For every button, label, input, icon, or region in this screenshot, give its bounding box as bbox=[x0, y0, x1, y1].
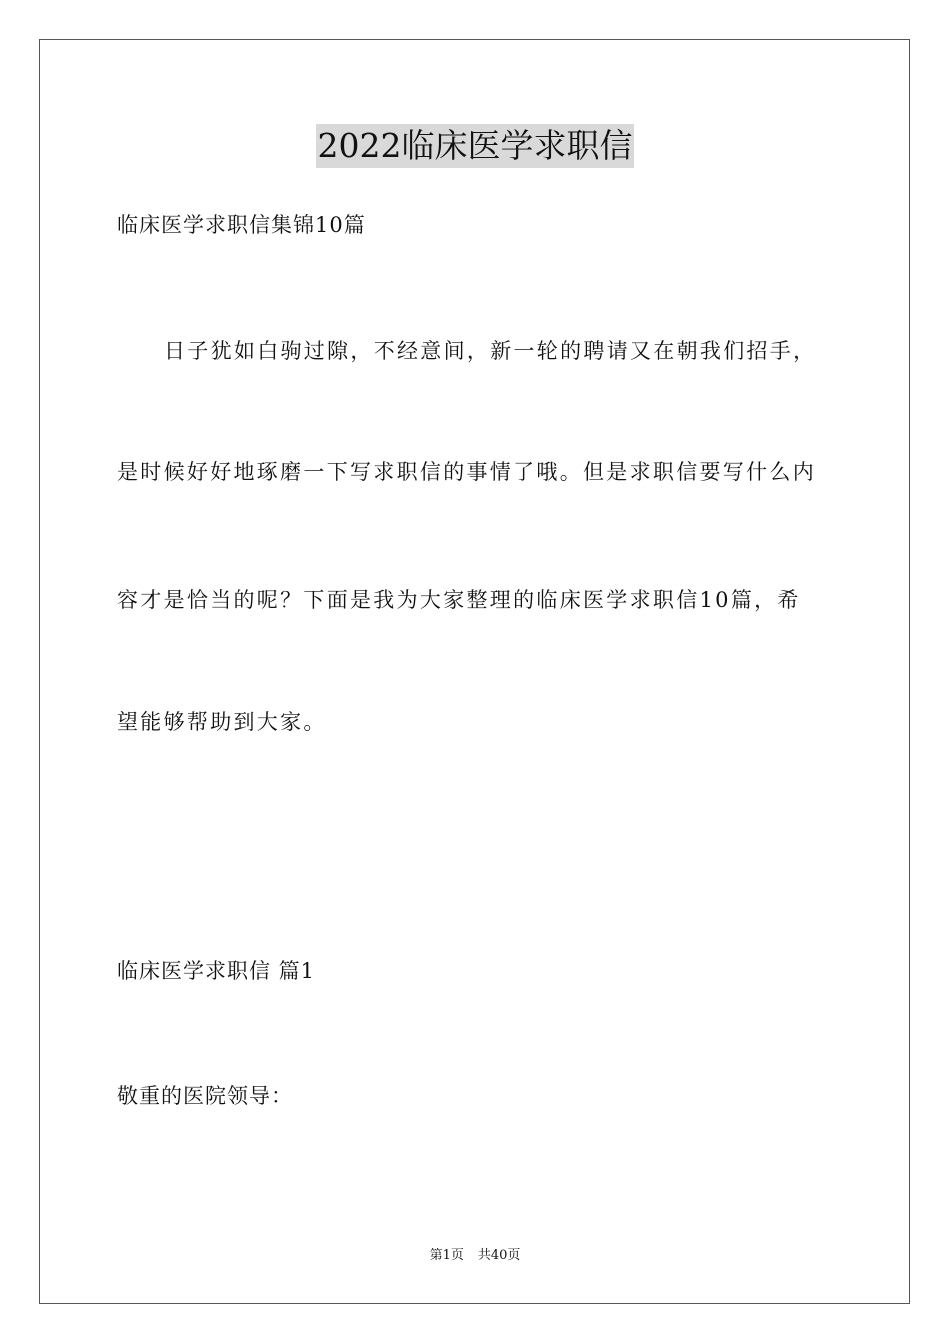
page-total: 共40页 bbox=[477, 1248, 521, 1263]
page-footer bbox=[0, 1247, 950, 1265]
paragraph-line-2: 是时候好好地琢磨一下写求职信的事情了哦。但是求职信要写什么内 bbox=[117, 460, 816, 484]
paragraph-line-4: 望能够帮助到大家。 bbox=[117, 710, 327, 734]
section-heading: 临床医学求职信 篇1 bbox=[117, 959, 316, 983]
paragraph-line-1: 日子犹如白驹过隙，不经意间，新一轮的聘请又在朝我们招手， bbox=[164, 339, 817, 363]
letter-greeting: 敬重的医院领导： bbox=[117, 1084, 293, 1108]
document-subtitle: 临床医学求职信集锦10篇 bbox=[117, 213, 366, 237]
page-number: 第1页 bbox=[429, 1248, 464, 1263]
paragraph-line-3: 容才是恰当的呢？下面是我为大家整理的临床医学求职信10篇，希 bbox=[117, 588, 801, 612]
title-container bbox=[0, 124, 950, 168]
document-title: 2022临床医学求职信 bbox=[316, 124, 635, 168]
